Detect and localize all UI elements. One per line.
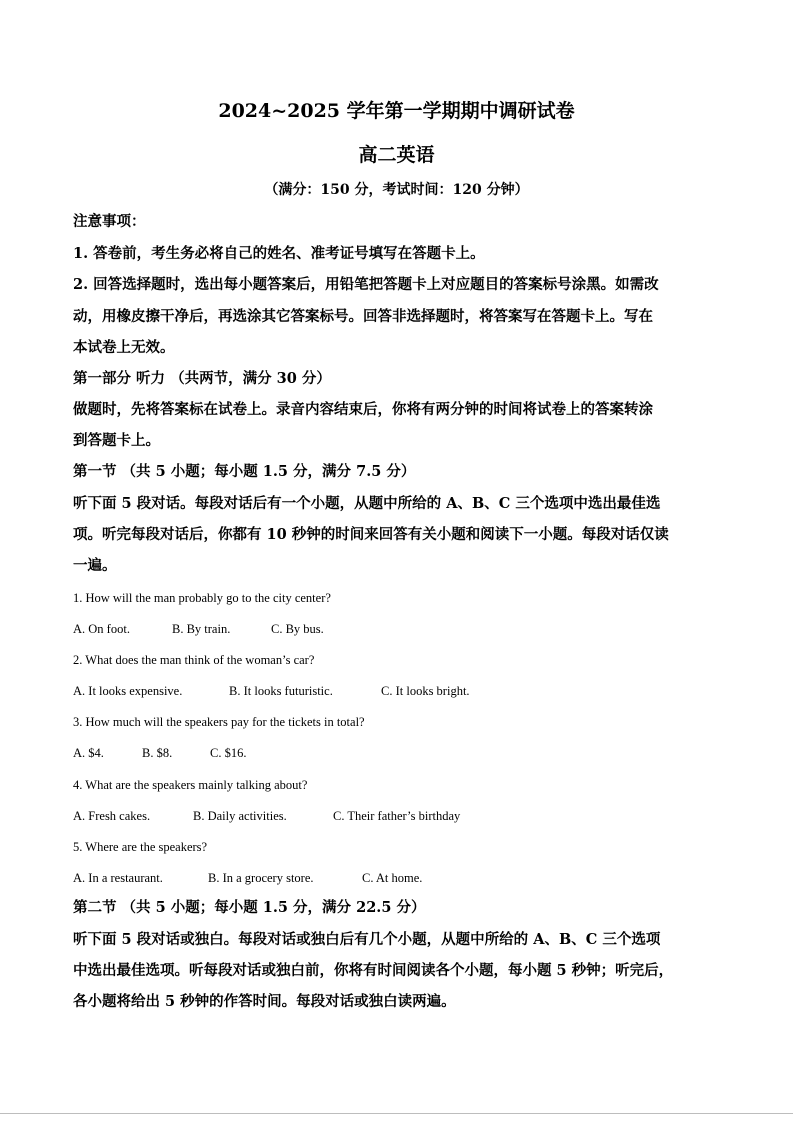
exam-title: 2024~2025 学年第一学期期中调研试卷 — [218, 100, 575, 122]
section1-intro-line-3: 一遍。 — [73, 557, 117, 574]
q1-option-b: B. By train. — [172, 622, 231, 636]
q4-option-b: B. Daily activities. — [193, 809, 287, 823]
part1-intro-line-1: 做题时，先将答案标在试卷上。录音内容结束后，你将有两分钟的时间将试卷上的答案转涂 — [73, 401, 653, 418]
q2-option-a: A. It looks expensive. — [73, 684, 183, 698]
question-1: 1. How will the man probably go to the city center? — [73, 591, 331, 605]
notes-heading: 注意事项： — [73, 213, 146, 230]
q3-option-a: A. $4. — [73, 746, 104, 760]
q4-option-a: A. Fresh cakes. — [73, 809, 151, 823]
section2-heading: 第二节 （共 5 小题；每小题 1.5 分，满分 22.5 分） — [73, 899, 426, 916]
page-bottom-divider — [0, 1113, 793, 1114]
notes-item-2-line-2: 动，用橡皮擦干净后，再选涂其它答案标号。回答非选择题时，将答案写在答题卡上。写在 — [73, 308, 653, 325]
q4-option-c: C. Their father’s birthday — [333, 809, 461, 823]
notes-item-2-line-1: 2. 回答选择题时，选出每小题答案后，用铅笔把答题卡上对应题目的答案标号涂黑。如需改 — [73, 276, 659, 293]
q2-option-b: B. It looks futuristic. — [229, 684, 333, 698]
q3-option-c: C. $16. — [210, 746, 247, 760]
section1-heading: 第一节 （共 5 小题；每小题 1.5 分，满分 7.5 分） — [73, 463, 416, 480]
q5-option-a: A. In a restaurant. — [73, 871, 163, 885]
exam-info: （满分：150 分，考试时间：120 分钟） — [264, 182, 529, 198]
section2-intro-line-1: 听下面 5 段对话或独白。每段对话或独白后有几个小题，从题中所给的 A、B、C 三个选项 — [73, 931, 661, 948]
notes-item-1: 1. 答卷前，考生务必将自己的姓名、准考证号填写在答题卡上。 — [73, 245, 485, 262]
section1-intro-line-1: 听下面 5 段对话。每段对话后有一个小题，从题中所给的 A、B、C 三个选项中选出最佳选 — [73, 495, 661, 512]
q5-option-b: B. In a grocery store. — [208, 871, 314, 885]
part1-intro-line-2: 到答题卡上。 — [73, 432, 160, 449]
section2-intro-line-2: 中选出最佳选项。听每段对话或独白前，你将有时间阅读各个小题，每小题 5 秒钟；听完后， — [73, 962, 674, 979]
question-5: 5. Where are the speakers? — [73, 840, 208, 854]
section1-intro-line-2: 项。听完每段对话后，你都有 10 秒钟的时间来回答有关小题和阅读下一小题。每段对话仅读 — [73, 526, 669, 543]
part1-heading: 第一部分 听力 （共两节，满分 30 分） — [73, 370, 331, 387]
notes-item-2-line-3: 本试卷上无效。 — [73, 339, 175, 356]
q1-option-c: C. By bus. — [271, 622, 324, 636]
q2-option-c: C. It looks bright. — [381, 684, 470, 698]
question-2: 2. What does the man think of the woman’s car? — [73, 653, 315, 667]
question-4: 4. What are the speakers mainly talking about? — [73, 778, 308, 792]
exam-subject: 高二英语 — [358, 144, 435, 166]
question-3: 3. How much will the speakers pay for the tickets in total? — [73, 715, 365, 729]
q5-option-c: C. At home. — [362, 871, 423, 885]
q1-option-a: A. On foot. — [73, 622, 130, 636]
section2-intro-line-3: 各小题将给出 5 秒钟的作答时间。每段对话或独白读两遍。 — [73, 993, 456, 1010]
q3-option-b: B. $8. — [142, 746, 173, 760]
